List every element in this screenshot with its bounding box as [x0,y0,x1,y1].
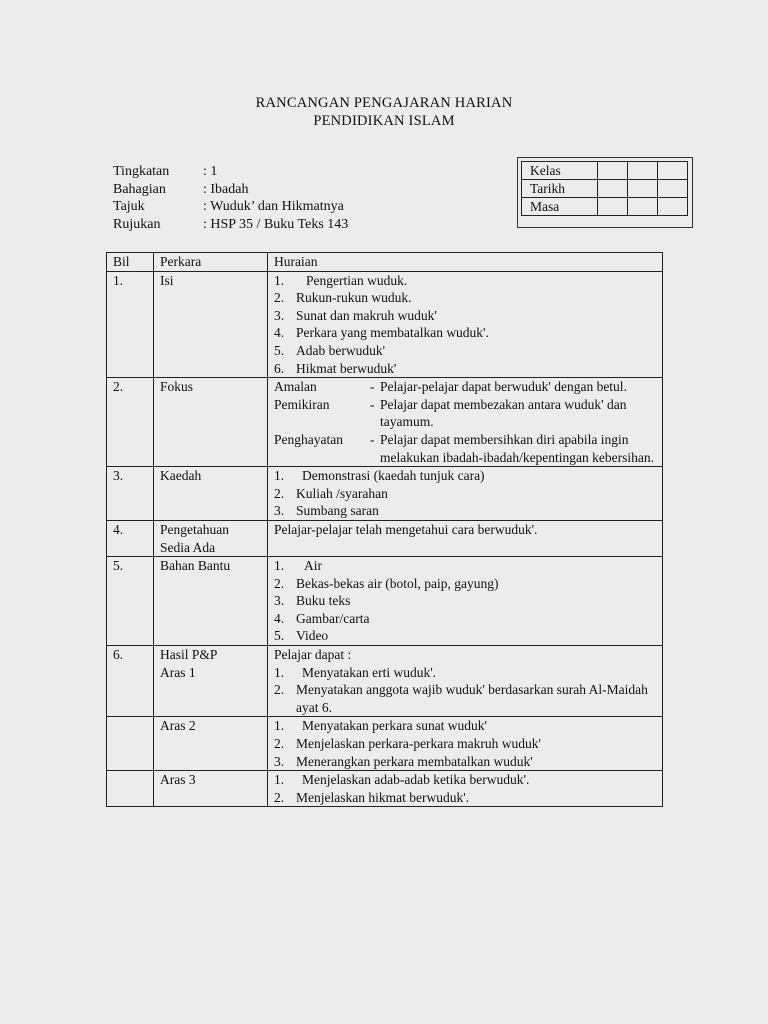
row-bil [107,771,154,807]
row-bil: 6. [107,646,154,717]
row-huraian: Pelajar-pelajar telah mengetahui cara berwuduk'. [268,520,663,556]
list-item: 2. Bekas-bekas air (botol, paip, gayung) [274,575,499,591]
list-item: 2. Menjelaskan perkara-perkara makruh wuduk' [274,736,541,752]
lesson-plan-table [106,252,663,807]
kelas-cell [628,162,658,180]
info-row [113,163,348,181]
info-row [113,181,348,199]
list-item: 1. Menjelaskan adab-adab ketika berwuduk'. [274,772,530,788]
info-value: : HSP 35 / Buku Teks 143 [203,217,349,233]
info-label: Tajuk [113,199,145,215]
masa-cell [658,198,688,216]
table-row-hasil-aras2 [107,717,663,771]
row-huraian [268,717,663,771]
masa-label: Masa [522,198,598,216]
list-item: 1. Demonstrasi (kaedah tunjuk cara) [274,468,485,484]
list-item: 4. Perkara yang membatalkan wuduk'. [274,325,489,341]
fokus-item: Amalan - Pelajar-pelajar dapat berwuduk' dengan betul. [274,379,627,395]
list-item: 3. Sunat dan makruh wuduk' [274,307,437,323]
kelas-cell [658,162,688,180]
row-perkara: Aras 2 [154,717,268,771]
kelas-cell [598,162,628,180]
row-perkara: Bahan Bantu [154,557,268,646]
info-label: Bahagian [113,181,166,197]
list-item: 1. Menyatakan erti wuduk'. [274,664,437,680]
row-bil [107,717,154,771]
list-item: 3. Sumbang saran [274,503,379,519]
row-perkara: Isi [154,271,268,378]
row-huraian [268,557,663,646]
row-huraian [268,271,663,378]
tarikh-cell [628,180,658,198]
list-item: 4. Gambar/carta [274,610,370,626]
row-perkara: Fokus [154,378,268,467]
kelas-box [521,161,688,216]
list-item: 3. Menerangkan perkara membatalkan wuduk' [274,753,533,769]
fokus-item: Penghayatan - Pelajar dapat membersihkan diri apabila ingin melakukan ibadah-ibadah/kepentingan kebersihan. [274,431,655,465]
fokus-item: Pemikiran - Pelajar dapat membezakan antara wuduk' dan tayamum. [274,396,627,430]
info-value: : Ibadah [203,181,249,197]
list-item: 3. Buku teks [274,593,351,609]
document-subtitle: PENDIDIKAN ISLAM [313,113,455,129]
table-row-bahan [107,557,663,646]
info-value: : Wuduk’ dan Hikmatnya [203,199,344,215]
list-item: 5. Adab berwuduk' [274,342,386,358]
info-row [113,216,348,234]
lesson-info [113,163,348,234]
list-item: 2. Rukun-rukun wuduk. [274,290,412,306]
document-title: RANCANGAN PENGAJARAN HARIAN [255,95,513,111]
list-item: 2. Menyatakan anggota wajib wuduk' berdasarkan surah Al-Maidah ayat 6. [274,682,648,715]
row-perkara: Aras 3 [154,771,268,807]
list-item: 5. Video [274,628,329,644]
table-row-isi [107,271,663,378]
list-item: 6. Hikmat berwuduk' [274,360,397,376]
list-item: 2. Kuliah /syarahan [274,485,388,501]
row-perkara: Pengetahuan Sedia Ada [154,520,268,556]
list-item: 1. Pengertian wuduk. [274,272,408,288]
row-bil: 1. [107,271,154,378]
table-row-pengetahuan [107,520,663,556]
row-huraian [268,378,663,467]
table-row-kaedah [107,467,663,521]
info-label: Tingkatan [113,164,170,179]
list-item: 1. Air [274,558,322,574]
table-row-fokus [107,378,663,467]
table-row-hasil-aras1 [107,646,663,717]
info-label: Rujukan [113,217,161,233]
tarikh-label: Tarikh [522,180,598,198]
table-row-hasil-aras3 [107,771,663,807]
tarikh-cell [598,180,628,198]
header-perkara: Perkara [154,253,268,272]
list-item: 2. Menjelaskan hikmat berwuduk'. [274,789,470,805]
info-value: : 1 [203,164,218,179]
row-bil: 3. [107,467,154,521]
header-huraian: Huraian [268,253,663,272]
masa-cell [628,198,658,216]
header-bil: Bil [107,253,154,272]
row-huraian: Pelajar dapat : 1. Menyatakan erti wuduk'. 2. Menyatakan anggota wajib wuduk' berdasarkan surah Al-Maidah ayat 6. [268,646,663,717]
list-item: 1. Menyatakan perkara sunat wuduk' [274,718,487,734]
row-perkara: Kaedah [154,467,268,521]
table-header-row [107,253,663,272]
kelas-label: Kelas [522,162,598,180]
row-huraian [268,467,663,521]
row-huraian [268,771,663,807]
tarikh-cell [658,180,688,198]
row-bil: 5. [107,557,154,646]
info-row [113,198,348,216]
row-perkara: Hasil P&P Aras 1 [154,646,268,717]
row-bil: 2. [107,378,154,467]
row-bil: 4. [107,520,154,556]
masa-cell [598,198,628,216]
